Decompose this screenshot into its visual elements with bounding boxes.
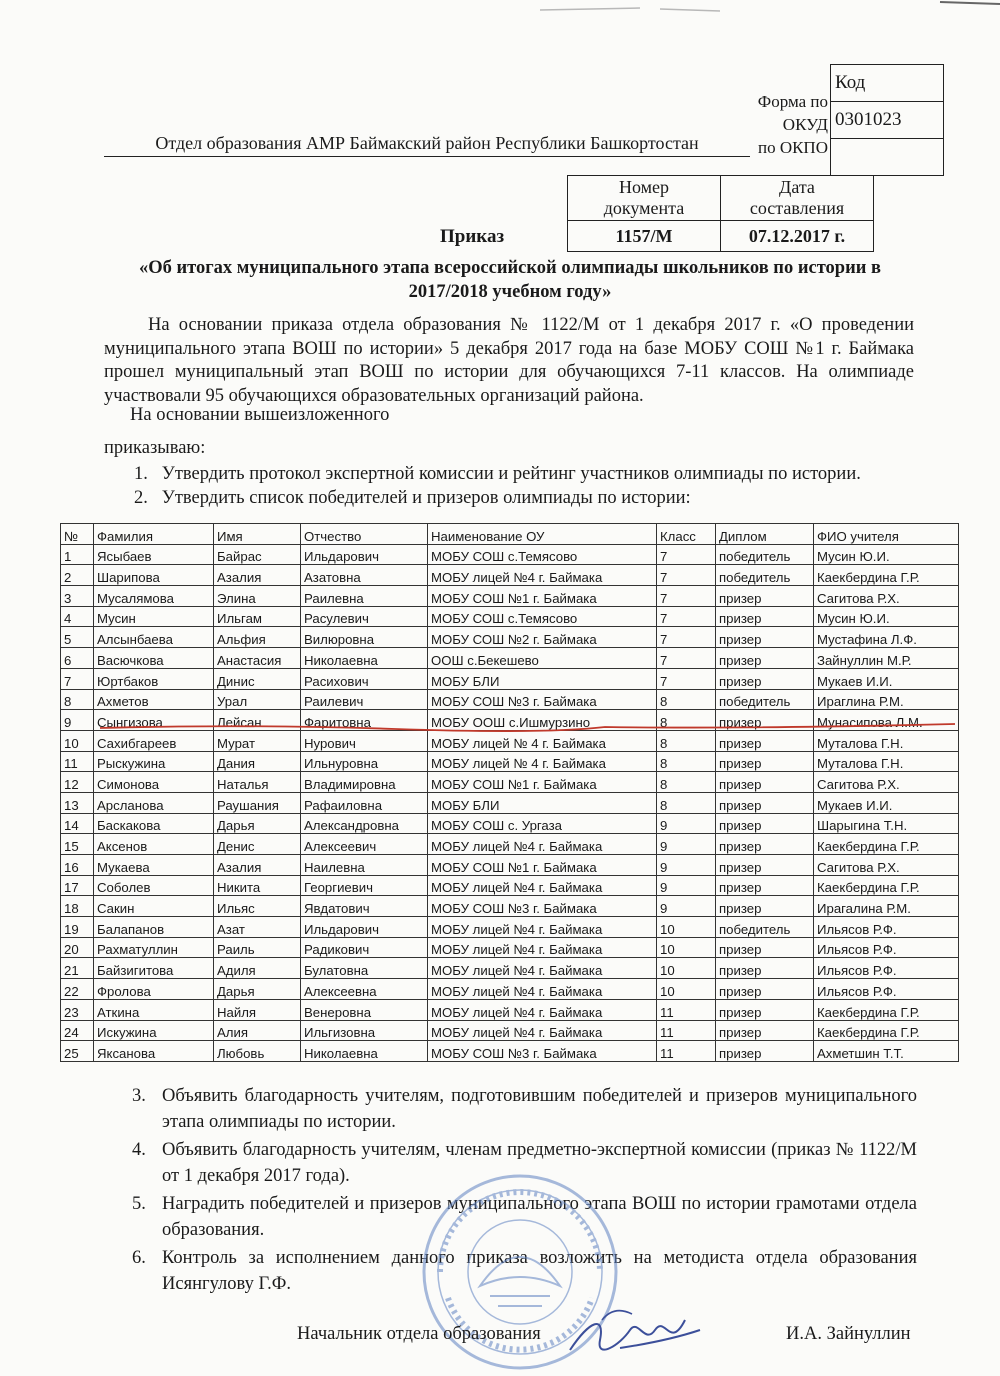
cell-num: 13 bbox=[61, 792, 94, 813]
cell-school: МОБУ лицей №4 г. Баймака bbox=[428, 917, 657, 938]
cell-patronymic: Азатовна bbox=[301, 565, 428, 586]
cell-surname: Арсланова bbox=[94, 792, 214, 813]
winners-table bbox=[60, 523, 959, 1062]
cell-patronymic: Рафаиловна bbox=[301, 792, 428, 813]
cell-teacher: Каекбердина Г.Р. bbox=[814, 875, 959, 896]
handwritten-signature bbox=[560, 1300, 710, 1370]
cell-teacher: Муталова Г.Н. bbox=[814, 730, 959, 751]
item-1-text: Утвердить протокол экспертной комиссии и рейтинг участников олимпиады по истории. bbox=[161, 464, 861, 484]
header-diploma: Диплом bbox=[716, 524, 814, 545]
cell-school: МОБУ лицей №4 г. Баймака bbox=[428, 958, 657, 979]
cell-school: МОБУ СОШ №3 г. Баймака bbox=[428, 689, 657, 710]
cell-name: Азалия bbox=[214, 855, 301, 876]
header-teacher: ФИО учителя bbox=[814, 524, 959, 545]
item-5-number: 5. bbox=[132, 1194, 146, 1214]
cell-patronymic: Раилевна bbox=[301, 586, 428, 607]
cell-diploma: призер bbox=[716, 834, 814, 855]
cell-surname: Аксенов bbox=[94, 834, 214, 855]
cell-surname: Васючкова bbox=[94, 648, 214, 669]
cell-patronymic: Георгиевич bbox=[301, 875, 428, 896]
cell-school: МОБУ СОШ №3 г. Баймака bbox=[428, 896, 657, 917]
cell-name: Анастасия bbox=[214, 648, 301, 669]
cell-num: 18 bbox=[61, 896, 94, 917]
cell-school: МОБУ лицей № 4 г. Баймака bbox=[428, 751, 657, 772]
item-5-text: Наградить победителей и призеров муниципального этапа ВОШ по истории грамотами отдела образования. bbox=[162, 1194, 917, 1240]
cell-teacher: Ильясов Р.Ф. bbox=[814, 917, 959, 938]
cell-name: Дарья bbox=[214, 813, 301, 834]
cell-name: Азат bbox=[214, 917, 301, 938]
cell-school: МОБУ лицей №4 г. Баймака bbox=[428, 565, 657, 586]
cell-grade: 7 bbox=[657, 668, 716, 689]
cell-surname: Сахибгареев bbox=[94, 730, 214, 751]
header-patronymic: Отчество bbox=[301, 524, 428, 545]
table-row bbox=[61, 751, 959, 772]
cell-grade: 7 bbox=[657, 648, 716, 669]
cell-patronymic: Нурович bbox=[301, 730, 428, 751]
signer-position: Начальник отдела образования bbox=[297, 1324, 541, 1344]
cell-diploma: призер bbox=[716, 668, 814, 689]
cell-grade: 8 bbox=[657, 792, 716, 813]
cell-teacher: Ильясов Р.Ф. bbox=[814, 937, 959, 958]
cell-diploma: призер bbox=[716, 586, 814, 607]
cell-diploma: призер bbox=[716, 1041, 814, 1062]
cell-surname: Ахметов bbox=[94, 689, 214, 710]
cell-school: МОБУ СОШ с. Ургаза bbox=[428, 813, 657, 834]
cell-school: МОБУ лицей №4 г. Баймака bbox=[428, 834, 657, 855]
cell-name: Динис bbox=[214, 668, 301, 689]
table-row bbox=[61, 668, 959, 689]
cell-grade: 9 bbox=[657, 875, 716, 896]
okud-label-2: ОКУД bbox=[782, 115, 828, 134]
cell-surname: Фролова bbox=[94, 979, 214, 1000]
cell-diploma: призер bbox=[716, 730, 814, 751]
cell-name: Найля bbox=[214, 999, 301, 1020]
cell-patronymic: Венеровна bbox=[301, 999, 428, 1020]
table-row bbox=[61, 917, 959, 938]
okpo-label: по ОКПО bbox=[757, 138, 828, 157]
cell-name: Дания bbox=[214, 751, 301, 772]
cell-num: 19 bbox=[61, 917, 94, 938]
cell-teacher: Мукаев И.И. bbox=[814, 792, 959, 813]
cell-surname: Ясыбаев bbox=[94, 544, 214, 565]
cell-surname: Рыскужина bbox=[94, 751, 214, 772]
cell-patronymic: Ильдарович bbox=[301, 544, 428, 565]
item-3 bbox=[132, 1083, 917, 1135]
okpo-value bbox=[831, 139, 944, 176]
table-row bbox=[61, 958, 959, 979]
cell-num: 12 bbox=[61, 772, 94, 793]
cell-diploma: победитель bbox=[716, 689, 814, 710]
organization-name: Отдел образования АМР Баймакский район Республики Башкортостан bbox=[104, 133, 750, 157]
cell-patronymic: Булатовна bbox=[301, 958, 428, 979]
cell-teacher: Сагитова Р.Х. bbox=[814, 586, 959, 607]
document-number: 1157/М bbox=[568, 221, 721, 252]
document-type: Приказ bbox=[440, 226, 505, 247]
cell-diploma: победитель bbox=[716, 544, 814, 565]
intro-paragraph: На основании приказа отдела образования № 1122/М от 1 декабря 2017 г. «О проведении муниципального этапа ВОШ по истории» 5 декабря 2017 года на базе МОБУ СОШ №1 г. Баймака прошел муниципальный этап ВОШ по истории для обучающихся 7-11 классов. На олимпиаде участвовали 95 обучающихся образовательных организаций района. bbox=[104, 315, 914, 406]
table-row bbox=[61, 896, 959, 917]
cell-school: МОБУ СОШ №1 г. Баймака bbox=[428, 855, 657, 876]
cell-num: 5 bbox=[61, 627, 94, 648]
cell-name: Мурат bbox=[214, 730, 301, 751]
cell-num: 22 bbox=[61, 979, 94, 1000]
okud-label-1: Форма по bbox=[757, 92, 828, 111]
cell-patronymic: Явдатович bbox=[301, 896, 428, 917]
cell-diploma: призер bbox=[716, 896, 814, 917]
item-4-text: Объявить благодарность учителям, членам предметно-экспертной комиссии (приказ № 1122/М от 1 декабря 2017 года). bbox=[162, 1140, 917, 1186]
cell-surname: Сынгизова bbox=[94, 710, 214, 731]
cell-teacher: Сагитова Р.Х. bbox=[814, 855, 959, 876]
number-header-line1: Номер bbox=[618, 177, 670, 197]
cell-grade: 8 bbox=[657, 751, 716, 772]
cell-diploma: победитель bbox=[716, 565, 814, 586]
cell-name: Ильяс bbox=[214, 896, 301, 917]
cell-school: МОБУ СОШ с.Темясово bbox=[428, 544, 657, 565]
cell-patronymic: Александровна bbox=[301, 813, 428, 834]
cell-num: 14 bbox=[61, 813, 94, 834]
cell-diploma: призер bbox=[716, 855, 814, 876]
cell-patronymic: Расихович bbox=[301, 668, 428, 689]
cell-school: МОБУ СОШ №1 г. Баймака bbox=[428, 772, 657, 793]
cell-teacher: Шарыгина Т.Н. bbox=[814, 813, 959, 834]
cell-num: 3 bbox=[61, 586, 94, 607]
cell-diploma: призер bbox=[716, 792, 814, 813]
cell-grade: 8 bbox=[657, 710, 716, 731]
cell-patronymic: Владимировна bbox=[301, 772, 428, 793]
table-row bbox=[61, 875, 959, 896]
cell-name: Адиля bbox=[214, 958, 301, 979]
cell-teacher: Ильясов Р.Ф. bbox=[814, 958, 959, 979]
item-2-number: 2. bbox=[134, 488, 148, 508]
table-row bbox=[61, 772, 959, 793]
cell-num: 10 bbox=[61, 730, 94, 751]
table-row bbox=[61, 689, 959, 710]
cell-grade: 8 bbox=[657, 689, 716, 710]
cell-grade: 9 bbox=[657, 855, 716, 876]
cell-surname: Симонова bbox=[94, 772, 214, 793]
cell-grade: 7 bbox=[657, 544, 716, 565]
table-row bbox=[61, 627, 959, 648]
cell-patronymic: Алексеевна bbox=[301, 979, 428, 1000]
cell-patronymic: Вилюровна bbox=[301, 627, 428, 648]
cell-patronymic: Расулевич bbox=[301, 606, 428, 627]
cell-grade: 10 bbox=[657, 958, 716, 979]
document-number-table bbox=[567, 175, 874, 252]
cell-teacher: Мунасипова Л.М. bbox=[814, 710, 959, 731]
cell-teacher: Зайнуллин М.Р. bbox=[814, 648, 959, 669]
date-header-line2: составления bbox=[749, 198, 845, 218]
cell-school: МОБУ лицей №4 г. Баймака bbox=[428, 999, 657, 1020]
red-underline-mark bbox=[95, 718, 965, 732]
cell-diploma: призер bbox=[716, 999, 814, 1020]
cell-grade: 11 bbox=[657, 999, 716, 1020]
cell-name: Азалия bbox=[214, 565, 301, 586]
order-title bbox=[100, 256, 920, 304]
cell-num: 4 bbox=[61, 606, 94, 627]
cell-diploma: призер bbox=[716, 813, 814, 834]
cell-patronymic: Наилевна bbox=[301, 855, 428, 876]
cell-school: МОБУ лицей №4 г. Баймака bbox=[428, 1020, 657, 1041]
cell-teacher: Ирагалина Р.М. bbox=[814, 896, 959, 917]
item-4-number: 4. bbox=[132, 1140, 146, 1160]
cell-name: Наталья bbox=[214, 772, 301, 793]
item-3-number: 3. bbox=[132, 1086, 146, 1106]
cell-name: Элина bbox=[214, 586, 301, 607]
cell-grade: 10 bbox=[657, 937, 716, 958]
table-row bbox=[61, 813, 959, 834]
cell-surname: Соболев bbox=[94, 875, 214, 896]
cell-diploma: призер bbox=[716, 710, 814, 731]
code-label: Код bbox=[831, 65, 944, 102]
cell-grade: 11 bbox=[657, 1041, 716, 1062]
cell-diploma: призер bbox=[716, 751, 814, 772]
cell-grade: 7 bbox=[657, 565, 716, 586]
cell-grade: 9 bbox=[657, 896, 716, 917]
cell-teacher: Каекбердина Г.Р. bbox=[814, 1020, 959, 1041]
cell-grade: 9 bbox=[657, 834, 716, 855]
item-1-number: 1. bbox=[134, 464, 148, 484]
cell-teacher: Ираглина Р.М. bbox=[814, 689, 959, 710]
cell-patronymic: Николаевна bbox=[301, 1041, 428, 1062]
cell-name: Денис bbox=[214, 834, 301, 855]
cell-teacher: Ахметшин Т.Т. bbox=[814, 1041, 959, 1062]
cell-name: Алия bbox=[214, 1020, 301, 1041]
cell-diploma: призер bbox=[716, 606, 814, 627]
header-surname: Фамилия bbox=[94, 524, 214, 545]
table-row bbox=[61, 606, 959, 627]
cell-surname: Балапанов bbox=[94, 917, 214, 938]
cell-surname: Искужина bbox=[94, 1020, 214, 1041]
cell-patronymic: Ильдарович bbox=[301, 917, 428, 938]
cell-num: 15 bbox=[61, 834, 94, 855]
item-2 bbox=[134, 488, 691, 509]
table-row bbox=[61, 999, 959, 1020]
cell-school: МОБУ ООШ с.Ишмурзино bbox=[428, 710, 657, 731]
cell-teacher: Ильясов Р.Ф. bbox=[814, 979, 959, 1000]
item-6-number: 6. bbox=[132, 1248, 146, 1268]
cell-name: Урал bbox=[214, 689, 301, 710]
header-name: Имя bbox=[214, 524, 301, 545]
cell-name: Раиль bbox=[214, 937, 301, 958]
cell-name: Ильгам bbox=[214, 606, 301, 627]
cell-num: 17 bbox=[61, 875, 94, 896]
cell-school: МОБУ лицей №4 г. Баймака bbox=[428, 979, 657, 1000]
order-title-line2: 2017/2018 учебном году» bbox=[408, 282, 612, 302]
cell-diploma: призер bbox=[716, 627, 814, 648]
okud-value: 0301023 bbox=[831, 102, 944, 139]
cell-name: Лейсан bbox=[214, 710, 301, 731]
cell-teacher: Мукаев И.И. bbox=[814, 668, 959, 689]
cell-grade: 8 bbox=[657, 730, 716, 751]
cell-diploma: победитель bbox=[716, 917, 814, 938]
cell-name: Никита bbox=[214, 875, 301, 896]
cell-num: 11 bbox=[61, 751, 94, 772]
table-row bbox=[61, 648, 959, 669]
table-row bbox=[61, 792, 959, 813]
cell-teacher: Мустафина Л.Ф. bbox=[814, 627, 959, 648]
cell-teacher: Муталова Г.Н. bbox=[814, 751, 959, 772]
cell-num: 9 bbox=[61, 710, 94, 731]
cell-patronymic: Ильгизовна bbox=[301, 1020, 428, 1041]
cell-diploma: призер bbox=[716, 772, 814, 793]
cell-name: Раушания bbox=[214, 792, 301, 813]
cell-school: МОБУ лицей №4 г. Баймака bbox=[428, 937, 657, 958]
cell-surname: Алсынбаева bbox=[94, 627, 214, 648]
cell-teacher: Мусин Ю.И. bbox=[814, 606, 959, 627]
table-header-row bbox=[61, 524, 959, 545]
cell-num: 6 bbox=[61, 648, 94, 669]
cell-patronymic: Раилевич bbox=[301, 689, 428, 710]
cell-num: 25 bbox=[61, 1041, 94, 1062]
cell-surname: Юртбаков bbox=[94, 668, 214, 689]
cell-num: 24 bbox=[61, 1020, 94, 1041]
cell-num: 7 bbox=[61, 668, 94, 689]
table-row bbox=[61, 855, 959, 876]
date-header-line1: Дата bbox=[779, 177, 815, 197]
cell-diploma: призер bbox=[716, 979, 814, 1000]
cell-name: Любовь bbox=[214, 1041, 301, 1062]
cell-num: 21 bbox=[61, 958, 94, 979]
cell-num: 8 bbox=[61, 689, 94, 710]
cell-teacher: Мусин Ю.И. bbox=[814, 544, 959, 565]
cell-patronymic: Радикович bbox=[301, 937, 428, 958]
number-header-line2: документа bbox=[603, 198, 685, 218]
cell-surname: Баскакова bbox=[94, 813, 214, 834]
table-row bbox=[61, 834, 959, 855]
header-num: № bbox=[61, 524, 94, 545]
cell-num: 2 bbox=[61, 565, 94, 586]
cell-school: МОБУ СОШ с.Темясово bbox=[428, 606, 657, 627]
cell-grade: 7 bbox=[657, 627, 716, 648]
cell-school: МОБУ БЛИ bbox=[428, 668, 657, 689]
table-row bbox=[61, 544, 959, 565]
cell-grade: 9 bbox=[657, 813, 716, 834]
cell-surname: Аткина bbox=[94, 999, 214, 1020]
cell-diploma: призер bbox=[716, 875, 814, 896]
date-header bbox=[721, 176, 874, 221]
cell-grade: 7 bbox=[657, 586, 716, 607]
cell-grade: 10 bbox=[657, 917, 716, 938]
cell-name: Байрас bbox=[214, 544, 301, 565]
order-title-line1: «Об итогах муниципального этапа всероссийской олимпиады школьников по истории в bbox=[138, 258, 882, 278]
cell-grade: 8 bbox=[657, 772, 716, 793]
cell-name: Альфия bbox=[214, 627, 301, 648]
item-3-text: Объявить благодарность учителям, подготовившим победителей и призеров муниципального этапа олимпиады по истории. bbox=[162, 1086, 917, 1132]
cell-patronymic: Николаевна bbox=[301, 648, 428, 669]
document-date: 07.12.2017 г. bbox=[721, 221, 874, 252]
cell-patronymic: Ильнуровна bbox=[301, 751, 428, 772]
cell-grade: 10 bbox=[657, 979, 716, 1000]
cell-school: МОБУ СОШ №2 г. Баймака bbox=[428, 627, 657, 648]
cell-school: МОБУ лицей № 4 г. Баймака bbox=[428, 730, 657, 751]
item-6-text: Контроль за исполнением данного приказа возложить на методиста отдела образования Исянгулову Г.Ф. bbox=[162, 1248, 917, 1294]
cell-grade: 7 bbox=[657, 606, 716, 627]
cell-patronymic: Фаритовна bbox=[301, 710, 428, 731]
cell-diploma: призер bbox=[716, 1020, 814, 1041]
cell-surname: Мукаева bbox=[94, 855, 214, 876]
cell-num: 20 bbox=[61, 937, 94, 958]
table-row bbox=[61, 730, 959, 751]
cell-surname: Рахматуллин bbox=[94, 937, 214, 958]
cell-num: 1 bbox=[61, 544, 94, 565]
header-school: Наименование ОУ bbox=[428, 524, 657, 545]
cell-num: 16 bbox=[61, 855, 94, 876]
item-1 bbox=[134, 464, 861, 485]
table-row bbox=[61, 1041, 959, 1062]
header-grade: Класс bbox=[657, 524, 716, 545]
cell-school: МОБУ СОШ №3 г. Баймака bbox=[428, 1041, 657, 1062]
cell-surname: Байзигитова bbox=[94, 958, 214, 979]
table-row bbox=[61, 979, 959, 1000]
table-row bbox=[61, 586, 959, 607]
cell-surname: Яксанова bbox=[94, 1041, 214, 1062]
cell-name: Дарья bbox=[214, 979, 301, 1000]
cell-teacher: Сагитова Р.Х. bbox=[814, 772, 959, 793]
table-row bbox=[61, 1020, 959, 1041]
cell-surname: Мусалямова bbox=[94, 586, 214, 607]
number-header bbox=[568, 176, 721, 221]
cell-surname: Мусин bbox=[94, 606, 214, 627]
cell-school: МОБУ БЛИ bbox=[428, 792, 657, 813]
cell-diploma: призер bbox=[716, 937, 814, 958]
okud-code-table bbox=[830, 64, 944, 176]
cell-patronymic: Алексеевич bbox=[301, 834, 428, 855]
scan-artifact bbox=[0, 0, 1000, 20]
signer-name: И.А. Зайнуллин bbox=[786, 1324, 911, 1344]
cell-surname: Шарипова bbox=[94, 565, 214, 586]
basis-line: На основании вышеизложенного bbox=[130, 405, 390, 425]
cell-surname: Сакин bbox=[94, 896, 214, 917]
cell-diploma: призер bbox=[716, 648, 814, 669]
item-2-text: Утвердить список победителей и призеров олимпиады по истории: bbox=[161, 488, 691, 508]
cell-school: ООШ с.Бекешево bbox=[428, 648, 657, 669]
cell-diploma: призер bbox=[716, 958, 814, 979]
cell-teacher: Каекбердина Г.Р. bbox=[814, 565, 959, 586]
cell-school: МОБУ лицей №4 г. Баймака bbox=[428, 875, 657, 896]
cell-teacher: Каекбердина Г.Р. bbox=[814, 999, 959, 1020]
order-word: приказываю: bbox=[104, 438, 206, 458]
cell-teacher: Каекбердина Г.Р. bbox=[814, 834, 959, 855]
okud-labels bbox=[740, 90, 828, 159]
cell-grade: 11 bbox=[657, 1020, 716, 1041]
table-row bbox=[61, 937, 959, 958]
cell-school: МОБУ СОШ №1 г. Баймака bbox=[428, 586, 657, 607]
table-row bbox=[61, 565, 959, 586]
cell-num: 23 bbox=[61, 999, 94, 1020]
